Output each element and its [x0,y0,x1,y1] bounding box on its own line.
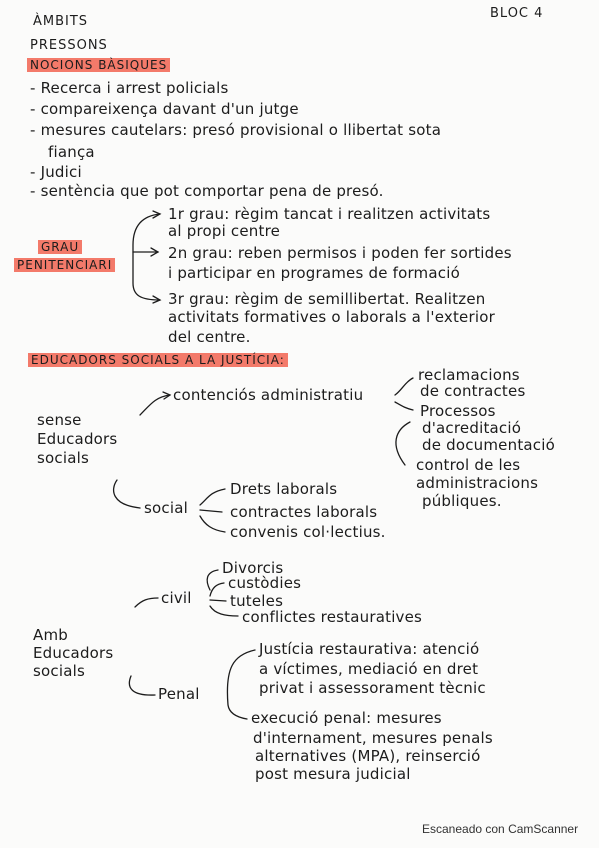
grau-2-line: i participar en programes de formació [168,264,460,282]
civil-item: conflictes restauratives [242,608,423,626]
social-item: Drets laborals [230,480,338,498]
nocions-item: - mesures cautelars: presó provisional o llibertat sota [30,121,442,139]
scanner-watermark: Escaneado con CamScanner [422,822,579,836]
nocions-item: - compareixença davant d'un jutge [30,100,299,118]
contencios-item: públiques. [422,492,502,510]
social-item: convenis col·lectius. [230,523,386,541]
civil-label: civil [161,589,192,607]
penal-item: execució penal: mesures [251,709,442,727]
nocions-item: fiança [48,143,95,161]
contencios-label: contenciós administratiu [173,386,364,404]
pressons-title: PRESSONS [30,38,108,53]
grau-1-line: 1r grau: règim tancat i realitzen activitats [168,205,491,223]
penal-item: post mesura judicial [255,765,411,783]
contencios-item: de contractes [420,382,526,400]
nocions-heading: NOCIONS BÀSIQUES [27,58,170,72]
penal-item: Justícia restaurativa: atenció [259,640,480,658]
penal-item: alternatives (MPA), reinserció [255,747,481,765]
ambits-title: ÀMBITS [33,14,89,29]
penitenciari-label: PENITENCIARI [14,258,115,272]
grau-3-line: activitats formatives o laborals a l'exterior [168,308,495,326]
penal-item: a víctimes, mediació en dret [259,660,479,678]
sense-label: socials [37,449,89,467]
civil-item: tuteles [230,592,284,610]
civil-item: custòdies [228,574,302,592]
contencios-item: d'acreditació [422,419,522,437]
contencios-item: administracions [416,474,539,492]
grau-2-line: 2n grau: reben permisos i poden fer sortides [168,244,512,262]
sense-label: sense [37,411,82,429]
contencios-item: control de les [416,456,521,474]
educadors-heading: EDUCADORS SOCIALS A LA JUSTÍCIA: [28,353,288,367]
penal-item: privat i assessorament tècnic [259,679,486,697]
grau-label: GRAU [38,240,82,254]
bloc-label: BLOC 4 [490,6,544,21]
nocions-item: - Recerca i arrest policials [30,79,229,97]
amb-label: Amb [33,626,68,644]
nocions-item: - Judici [30,163,82,181]
civil-item: Divorcis [222,559,284,577]
nocions-item: - sentència que pot comportar pena de presó. [30,182,384,200]
grau-3-line: 3r grau: règim de semillibertat. Realitzen [168,290,486,308]
grau-3-line: del centre. [168,328,251,346]
amb-label: Educadors [33,644,114,662]
social-item: contractes laborals [230,503,378,521]
contencios-item: Processos [420,402,496,420]
grau-1-line: al propi centre [168,222,281,240]
penal-item: d'internament, mesures penals [253,729,493,747]
contencios-item: reclamacions [418,366,520,384]
social-label: social [144,499,188,517]
penal-label: Penal [158,685,200,703]
sense-label: Educadors [37,430,118,448]
amb-label: socials [33,662,85,680]
contencios-item: de documentació [422,436,555,454]
